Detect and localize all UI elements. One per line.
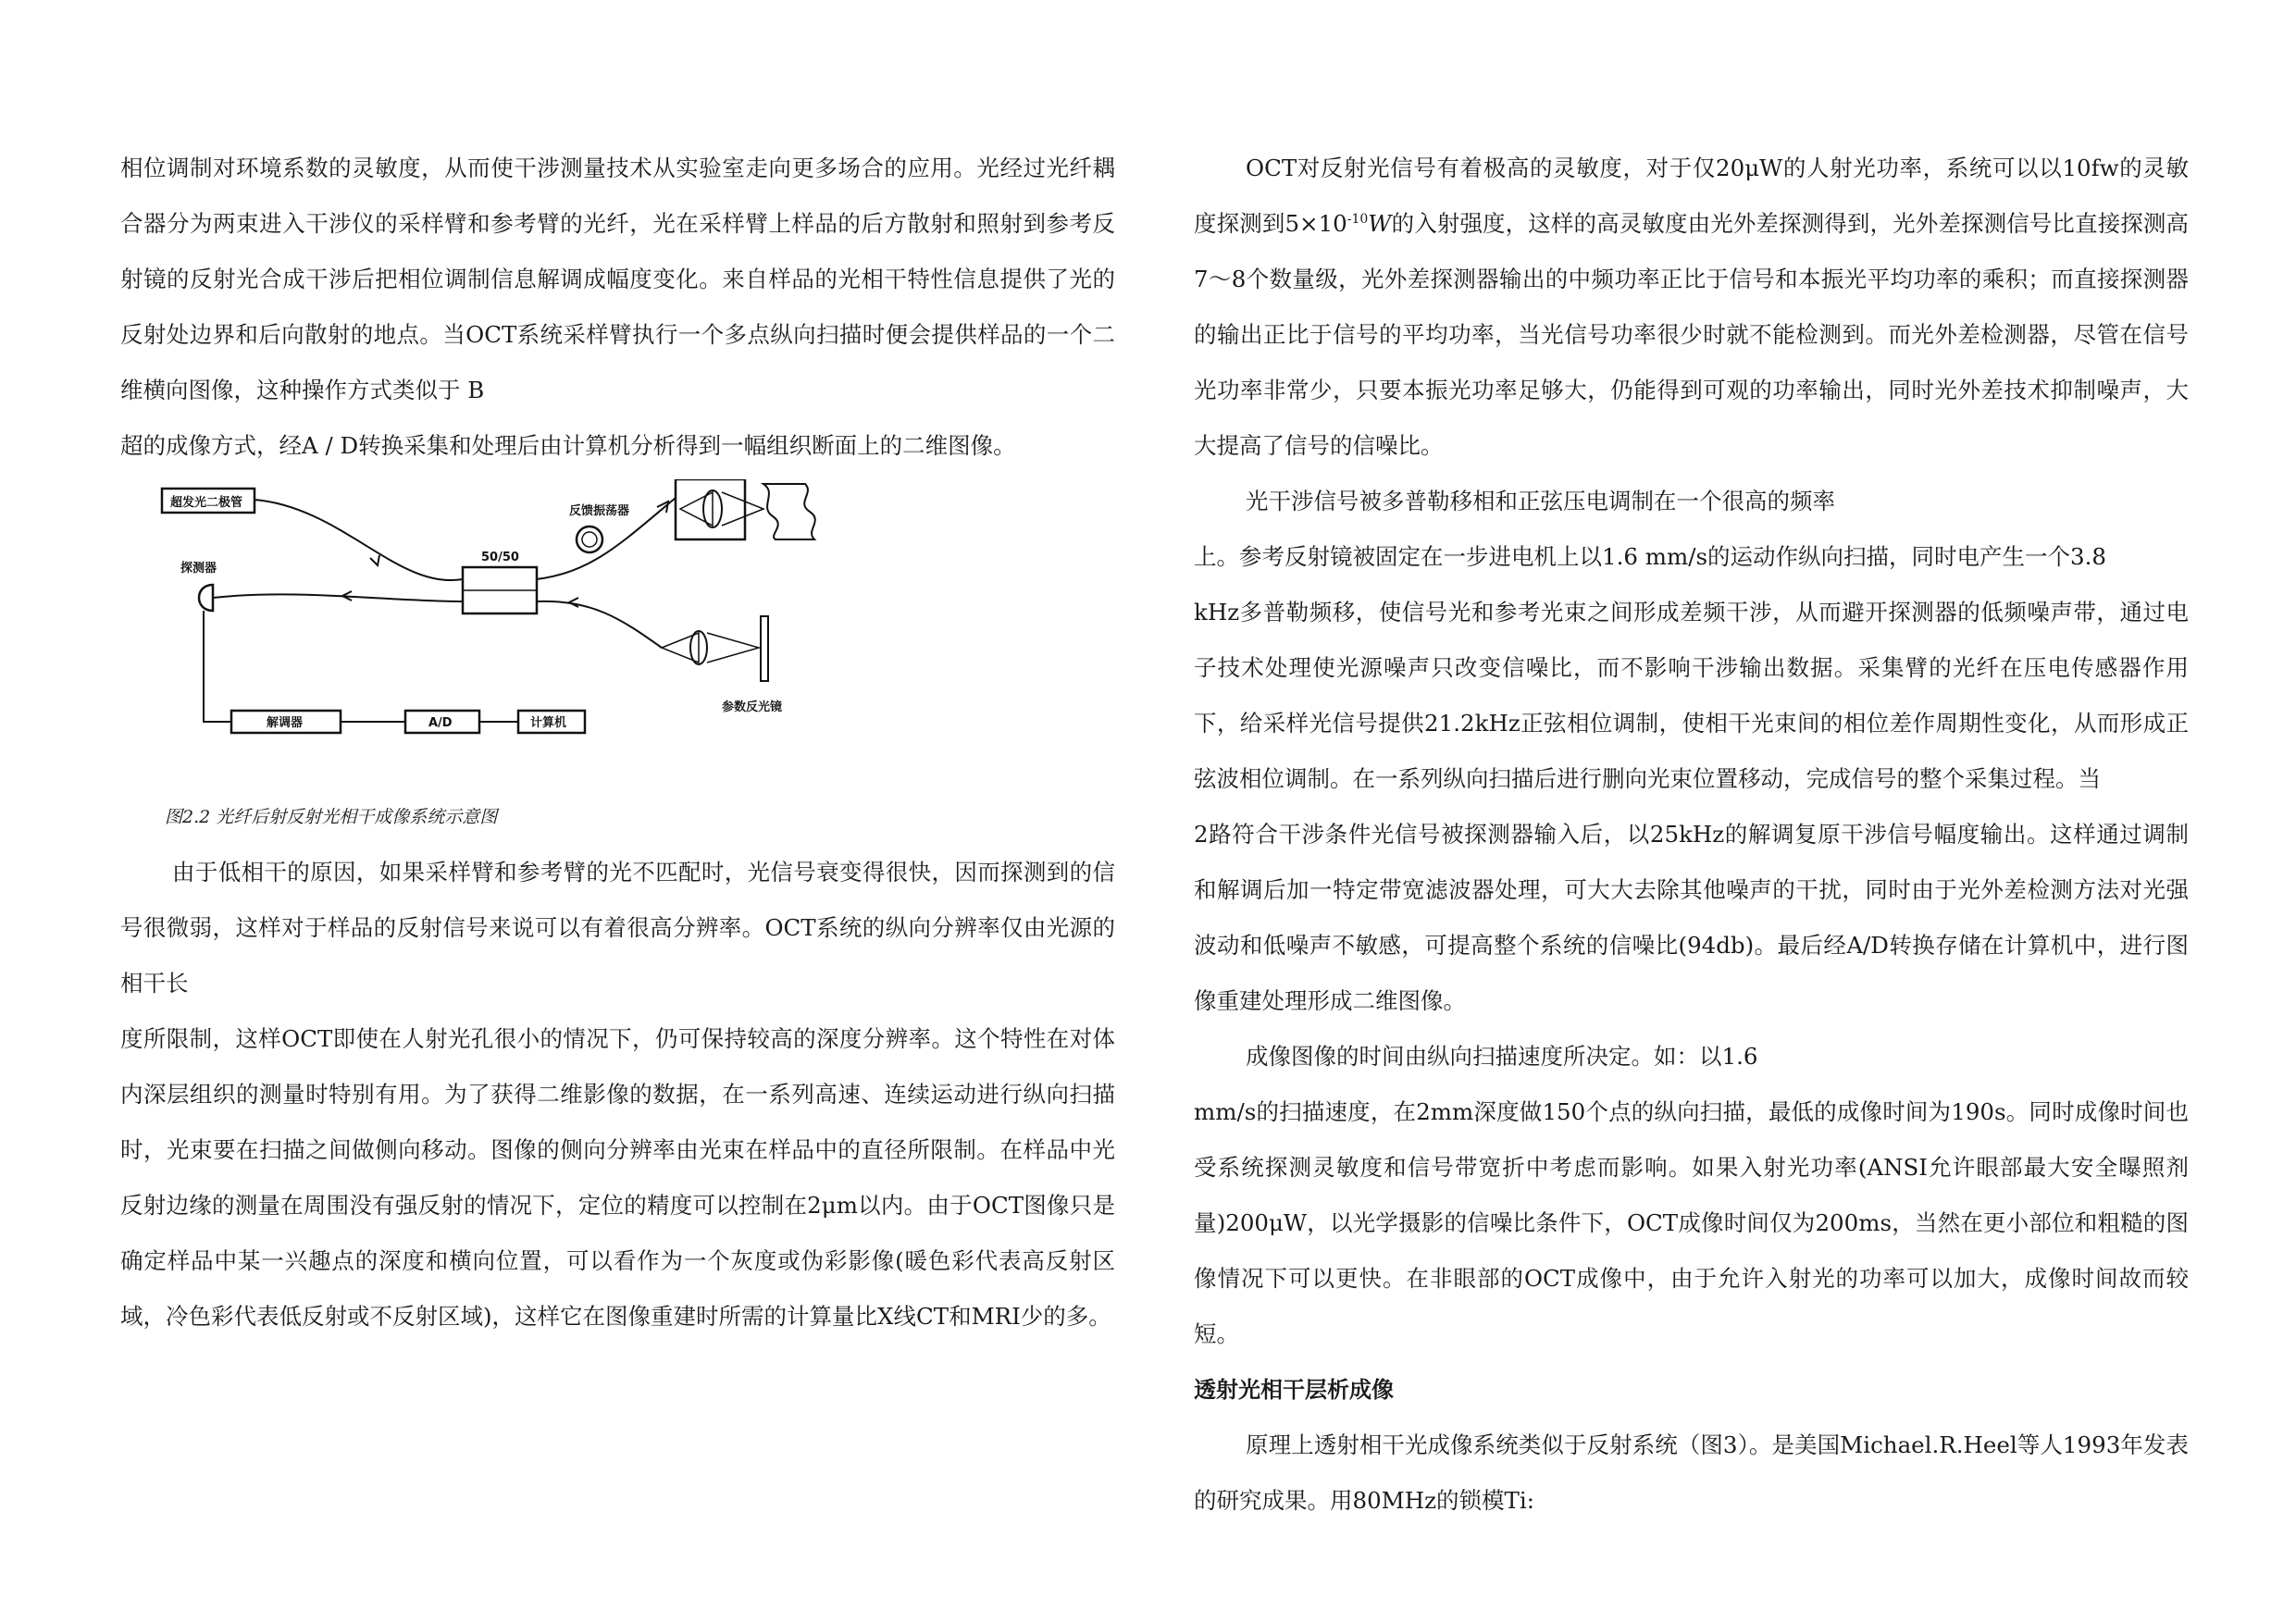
unit-symbol: W <box>1368 210 1392 237</box>
coupler-label: 50/50 <box>481 551 519 564</box>
phase-modulator-coil <box>577 527 602 552</box>
reference-mirror <box>761 616 768 681</box>
phase-modulator-label: 反馈振荡器 <box>569 504 630 518</box>
reference-lens-box <box>676 479 745 539</box>
paragraph: 2路符合干涉条件光信号被探测器输入后，以25kHz的解调复原干涉信号幅度输出。这样通过调制和解调后加一特定带宽滤波器处理，可大大去除其他噪声的干扰，同时由于光外差检测方法对光强波动和低噪声不敏感，可提高整个系统的信噪比(94db)。最后经A/D转换存储在计算机中，进行图像重建处理形成二维图像。 <box>1194 821 2189 1014</box>
figure-caption: 图2.2 光纤后射反射光相干成像系统示意图 <box>165 807 498 827</box>
computer-label: 计算机 <box>530 716 567 730</box>
paragraph: 上。参考反射镜被固定在一步进电机上以1.6 mm/s的运动作纵向扫描，同时电产生一个3.8 <box>1194 543 2107 570</box>
right-column <box>1194 141 2189 1529</box>
paragraph: 超的成像方式，经A / D转换采集和处理后由计算机分析得到一幅组织断面上的二维图像。 <box>120 432 1016 459</box>
fiber-source <box>254 500 463 580</box>
figure-oct-schematic <box>120 479 1115 845</box>
ad-label: A/D <box>428 716 453 730</box>
paragraph <box>1194 141 2189 474</box>
detector-label: 探测器 <box>180 562 217 576</box>
sample-wave <box>763 484 815 539</box>
fiber-detector <box>213 594 463 601</box>
paragraph: 原理上透射相干光成像系统类似于反射系统（图3）。是美国Michael.R.Heel等人1993年发表的研究成果。用80MHz的锁模Ti: <box>1194 1431 2189 1514</box>
superscript: -10 <box>1347 211 1369 227</box>
detector-icon <box>199 585 213 611</box>
demodulator-label: 解调器 <box>267 716 304 730</box>
paragraph: 由于低相干的原因，如果采样臂和参考臂的光不匹配时，光信号衰变得很快，因而探测到的信号很微弱，这样对于样品的反射信号来说可以有着很高分辨率。OCT系统的纵向分辨率仅由光源的相干长 <box>120 859 1115 997</box>
paragraph: kHz多普勒频移，使信号光和参考光束之间形成差频干涉，从而避开探测器的低频噪声带，通过电子技术处理使光源噪声只改变信噪比，而不影响干涉输出数据。采集臂的光纤在压电传感器作用下，给采样光信号提供21.2kHz正弦相位调制，使相干光束间的相位差作周期性变化，从而形成正弦波相位调制。在一系列纵向扫描后进行删向光束位置移动，完成信号的整个采集过程。当 <box>1194 599 2189 792</box>
paragraph: 度所限制，这样OCT即使在人射光孔很小的情况下，仍可保持较高的深度分辨率。这个特性在对体内深层组织的测量时特别有用。为了获得二维影像的数据，在一系列高速、连续运动进行纵向扫描时，光束要在扫描之间做侧向移动。图像的侧向分辨率由光束在样品中的直径所限制。在样品中光反射边缘的测量在周围没有强反射的情况下，定位的精度可以控制在2μm以内。由于OCT图像只是确定样品中某一兴趣点的深度和横向位置，可以看作为一个灰度或伪彩影像(暖色彩代表高反射区域，冷色彩代表低反射或不反射区域)，这样它在图像重建时所需的计算量比X线CT和MRI少的多。 <box>120 1025 1115 1330</box>
left-column <box>120 141 1115 1344</box>
paragraph: mm/s的扫描速度，在2mm深度做150个点的纵向扫描，最低的成像时间为190s。同时成像时间也受系统探测灵敏度和信号带宽折中考虑而影响。如果入射光功率(ANSI允许眼部最大安全曝照剂量)200μW，以光学摄影的信噪比条件下，OCT成像时间仅为200ms，当然在更小部位和粗糙的图像情况下可以更快。在非眼部的OCT成像中，由于允许入射光的功率可以加大，成像时间故而较短。 <box>1194 1098 2189 1347</box>
paragraph: 光干涉信号被多普勒移相和正弦压电调制在一个很高的频率 <box>1246 488 1835 514</box>
reference-mirror-label: 参数反光镜 <box>722 700 783 714</box>
text-span: 的入射强度，这样的高灵敏度由光外差探测得到，光外差探测信号比直接探测高7～8个数量级，光外差探测器输出的中频功率正比于信号和本振光平均功率的乘积；而直接探测器的输出正比于信号的平均功率，当光信号功率很少时就不能检测到。而光外差检测器，尽管在信号光功率非常少，只要本振光功率足够大，仍能得到可观的功率输出，同时光外差技术抑制噪声，大大提高了信号的信噪比。 <box>1194 210 2189 459</box>
section-heading: 透射光相干层析成像 <box>1194 1377 1394 1403</box>
text-span: OCT对反射光信号有着极高的灵敏度，对于仅20μW的人射光功率，系统可以以10fw的灵敏度探测到5×10 <box>1194 155 2189 237</box>
paragraph: 成像图像的时间由纵向扫描速度所决定。如：以1.6 <box>1246 1043 1758 1070</box>
oct-system-diagram <box>157 479 990 785</box>
paragraph: 相位调制对环境系数的灵敏度，从而使干涉测量技术从实验室走向更多场合的应用。光经过光纤耦合器分为两束进入干涉仪的采样臂和参考臂的光纤，光在采样臂上样品的后方散射和照射到参考反射镜的反射光合成干涉后把相位调制信息解调成幅度变化。来自样品的光相干特性信息提供了光的反射处边界和后向散射的地点。当OCT系统采样臂执行一个多点纵向扫描时便会提供样品的一个二维横向图像，这种操作方式类似于 B <box>120 155 1115 403</box>
fiber-sample <box>537 601 662 648</box>
source-label: 超发光二极管 <box>170 496 243 510</box>
